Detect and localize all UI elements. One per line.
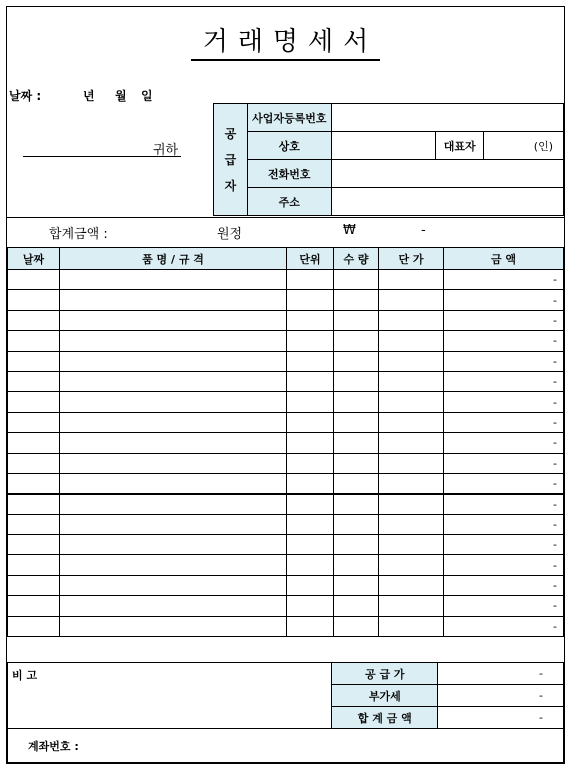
item-cell[interactable] xyxy=(8,331,60,351)
item-cell[interactable] xyxy=(334,290,379,310)
table-row xyxy=(8,453,564,473)
grand-total-value: - xyxy=(438,707,564,729)
item-cell[interactable] xyxy=(379,494,444,514)
supply-price-label: 공 급 가 xyxy=(332,663,438,685)
item-cell[interactable] xyxy=(287,555,334,575)
document-title xyxy=(7,21,564,58)
item-cell[interactable] xyxy=(287,270,334,290)
item-cell[interactable] xyxy=(60,616,287,636)
table-row xyxy=(8,412,564,432)
item-cell[interactable] xyxy=(8,310,60,330)
item-cell[interactable] xyxy=(334,310,379,330)
item-cell[interactable] xyxy=(379,310,444,330)
table-row xyxy=(8,494,564,514)
amount-cell[interactable]: - xyxy=(444,555,564,575)
table-row xyxy=(8,392,564,412)
item-cell[interactable] xyxy=(334,453,379,473)
item-cell[interactable] xyxy=(287,535,334,555)
item-cell[interactable] xyxy=(379,412,444,432)
item-cell[interactable] xyxy=(8,290,60,310)
phone-label: 전화번호 xyxy=(247,160,331,188)
item-cell[interactable] xyxy=(379,453,444,473)
invoice-page xyxy=(6,6,565,764)
table-row xyxy=(8,473,564,493)
vat-value: - xyxy=(438,685,564,707)
item-cell[interactable] xyxy=(287,575,334,595)
total-value: - xyxy=(421,223,426,238)
amount-cell[interactable]: - xyxy=(444,616,564,636)
table-row xyxy=(8,575,564,595)
amount-cell[interactable]: - xyxy=(444,270,564,290)
amount-cell[interactable]: - xyxy=(444,575,564,595)
item-cell[interactable] xyxy=(8,555,60,575)
address-label: 주소 xyxy=(247,188,331,216)
supplier-table xyxy=(213,103,564,216)
item-cell[interactable] xyxy=(60,310,287,330)
table-row xyxy=(8,433,564,453)
amount-cell[interactable]: - xyxy=(444,514,564,534)
item-cell[interactable] xyxy=(334,371,379,391)
table-row xyxy=(8,535,564,555)
item-cell[interactable] xyxy=(8,596,60,616)
recipient-suffix: 귀하 xyxy=(153,143,179,158)
item-cell[interactable] xyxy=(287,392,334,412)
item-cell[interactable] xyxy=(334,331,379,351)
summary-table xyxy=(7,662,564,763)
item-cell[interactable] xyxy=(287,412,334,432)
item-cell[interactable] xyxy=(60,453,287,473)
amount-cell[interactable]: - xyxy=(444,310,564,330)
item-cell[interactable] xyxy=(60,514,287,534)
item-cell[interactable] xyxy=(334,270,379,290)
amount-cell[interactable]: - xyxy=(444,392,564,412)
supply-price-value: - xyxy=(438,663,564,685)
item-cell[interactable] xyxy=(8,616,60,636)
table-row xyxy=(8,371,564,391)
date-year: 년 xyxy=(83,89,95,103)
divider xyxy=(7,217,564,218)
table-row xyxy=(8,331,564,351)
item-cell[interactable] xyxy=(379,473,444,493)
item-cell[interactable] xyxy=(60,494,287,514)
item-cell[interactable] xyxy=(287,371,334,391)
table-row xyxy=(8,290,564,310)
items-table xyxy=(7,247,564,637)
item-cell[interactable] xyxy=(60,575,287,595)
item-cell[interactable] xyxy=(287,616,334,636)
table-row xyxy=(8,596,564,616)
item-cell[interactable] xyxy=(379,270,444,290)
item-cell[interactable] xyxy=(287,290,334,310)
amount-cell[interactable]: - xyxy=(444,535,564,555)
item-cell[interactable] xyxy=(8,453,60,473)
item-cell[interactable] xyxy=(379,433,444,453)
header-price: 단 가 xyxy=(379,248,444,270)
amount-cell[interactable]: - xyxy=(444,596,564,616)
header-qty: 수 량 xyxy=(334,248,379,270)
date-label: 날짜 : xyxy=(9,89,42,103)
item-cell[interactable] xyxy=(379,616,444,636)
item-cell[interactable] xyxy=(8,535,60,555)
item-cell[interactable] xyxy=(379,392,444,412)
amount-cell[interactable]: - xyxy=(444,371,564,391)
remarks-label: 비 고 xyxy=(8,663,332,729)
amount-cell[interactable]: - xyxy=(444,494,564,514)
item-cell[interactable] xyxy=(379,535,444,555)
item-cell[interactable] xyxy=(8,371,60,391)
item-cell[interactable] xyxy=(8,494,60,514)
item-cell[interactable] xyxy=(8,351,60,371)
item-cell[interactable] xyxy=(60,270,287,290)
item-cell[interactable] xyxy=(8,392,60,412)
item-cell[interactable] xyxy=(379,351,444,371)
header-date: 날짜 xyxy=(8,248,60,270)
address-field[interactable] xyxy=(331,188,563,216)
item-cell[interactable] xyxy=(379,555,444,575)
item-cell[interactable] xyxy=(287,494,334,514)
item-cell[interactable] xyxy=(60,433,287,453)
date-month: 월 xyxy=(115,89,127,103)
table-row xyxy=(8,616,564,636)
vat-label: 부가세 xyxy=(332,685,438,707)
account-label: 계좌번호 : xyxy=(8,729,564,763)
header-item: 품 명 / 규 격 xyxy=(60,248,287,270)
item-cell[interactable] xyxy=(334,392,379,412)
total-currency: ₩ xyxy=(343,223,356,238)
item-cell[interactable] xyxy=(287,453,334,473)
item-cell[interactable] xyxy=(8,514,60,534)
grand-total-label: 합 계 금 액 xyxy=(332,707,438,729)
item-cell[interactable] xyxy=(334,596,379,616)
business-number-label: 사업자등록번호 xyxy=(247,104,331,132)
item-cell[interactable] xyxy=(287,351,334,371)
item-cell[interactable] xyxy=(287,596,334,616)
item-cell[interactable] xyxy=(60,290,287,310)
item-cell[interactable] xyxy=(287,514,334,534)
item-cell[interactable] xyxy=(60,412,287,432)
item-cell[interactable] xyxy=(334,555,379,575)
item-cell[interactable] xyxy=(379,575,444,595)
item-cell[interactable] xyxy=(379,596,444,616)
title-text: 거래명세서 xyxy=(191,27,381,61)
amount-cell[interactable]: - xyxy=(444,433,564,453)
total-unit: 원정 xyxy=(217,227,243,242)
item-cell[interactable] xyxy=(334,535,379,555)
business-number-field[interactable] xyxy=(331,104,563,132)
item-cell[interactable] xyxy=(8,433,60,453)
amount-cell[interactable]: - xyxy=(444,331,564,351)
table-row xyxy=(8,514,564,534)
item-cell[interactable] xyxy=(334,494,379,514)
representative-seal: (인) xyxy=(484,132,564,160)
header-amount: 금 액 xyxy=(444,248,564,270)
amount-cell[interactable]: - xyxy=(444,473,564,493)
item-cell[interactable] xyxy=(287,433,334,453)
item-cell[interactable] xyxy=(334,351,379,371)
item-cell[interactable] xyxy=(60,555,287,575)
total-label: 합계금액 : xyxy=(49,227,108,242)
item-cell[interactable] xyxy=(60,535,287,555)
item-cell[interactable] xyxy=(8,473,60,493)
item-cell[interactable] xyxy=(379,331,444,351)
item-cell[interactable] xyxy=(8,575,60,595)
item-cell[interactable] xyxy=(334,473,379,493)
item-cell[interactable] xyxy=(60,392,287,412)
table-row xyxy=(8,555,564,575)
item-cell[interactable] xyxy=(334,575,379,595)
item-cell[interactable] xyxy=(8,270,60,290)
table-row xyxy=(8,351,564,371)
item-cell[interactable] xyxy=(60,331,287,351)
header-unit: 단위 xyxy=(287,248,334,270)
item-cell[interactable] xyxy=(334,433,379,453)
item-cell[interactable] xyxy=(60,473,287,493)
company-name-field[interactable] xyxy=(331,132,436,160)
amount-cell[interactable]: - xyxy=(444,290,564,310)
item-cell[interactable] xyxy=(334,514,379,534)
phone-field[interactable] xyxy=(331,160,563,188)
item-cell[interactable] xyxy=(60,371,287,391)
supplier-side-label: 공 급 자 xyxy=(214,104,248,216)
item-cell[interactable] xyxy=(379,371,444,391)
item-cell[interactable] xyxy=(379,514,444,534)
table-row xyxy=(8,310,564,330)
date-day: 일 xyxy=(141,89,153,103)
item-cell[interactable] xyxy=(287,310,334,330)
item-cell[interactable] xyxy=(379,290,444,310)
item-cell[interactable] xyxy=(60,351,287,371)
table-row xyxy=(8,270,564,290)
amount-cell[interactable]: - xyxy=(444,453,564,473)
amount-cell[interactable]: - xyxy=(444,351,564,371)
representative-label: 대표자 xyxy=(436,132,484,160)
item-cell[interactable] xyxy=(60,596,287,616)
item-cell[interactable] xyxy=(8,412,60,432)
amount-cell[interactable]: - xyxy=(444,412,564,432)
item-cell[interactable] xyxy=(287,331,334,351)
item-cell[interactable] xyxy=(287,473,334,493)
item-cell[interactable] xyxy=(334,616,379,636)
item-cell[interactable] xyxy=(334,412,379,432)
company-name-label: 상호 xyxy=(247,132,331,160)
